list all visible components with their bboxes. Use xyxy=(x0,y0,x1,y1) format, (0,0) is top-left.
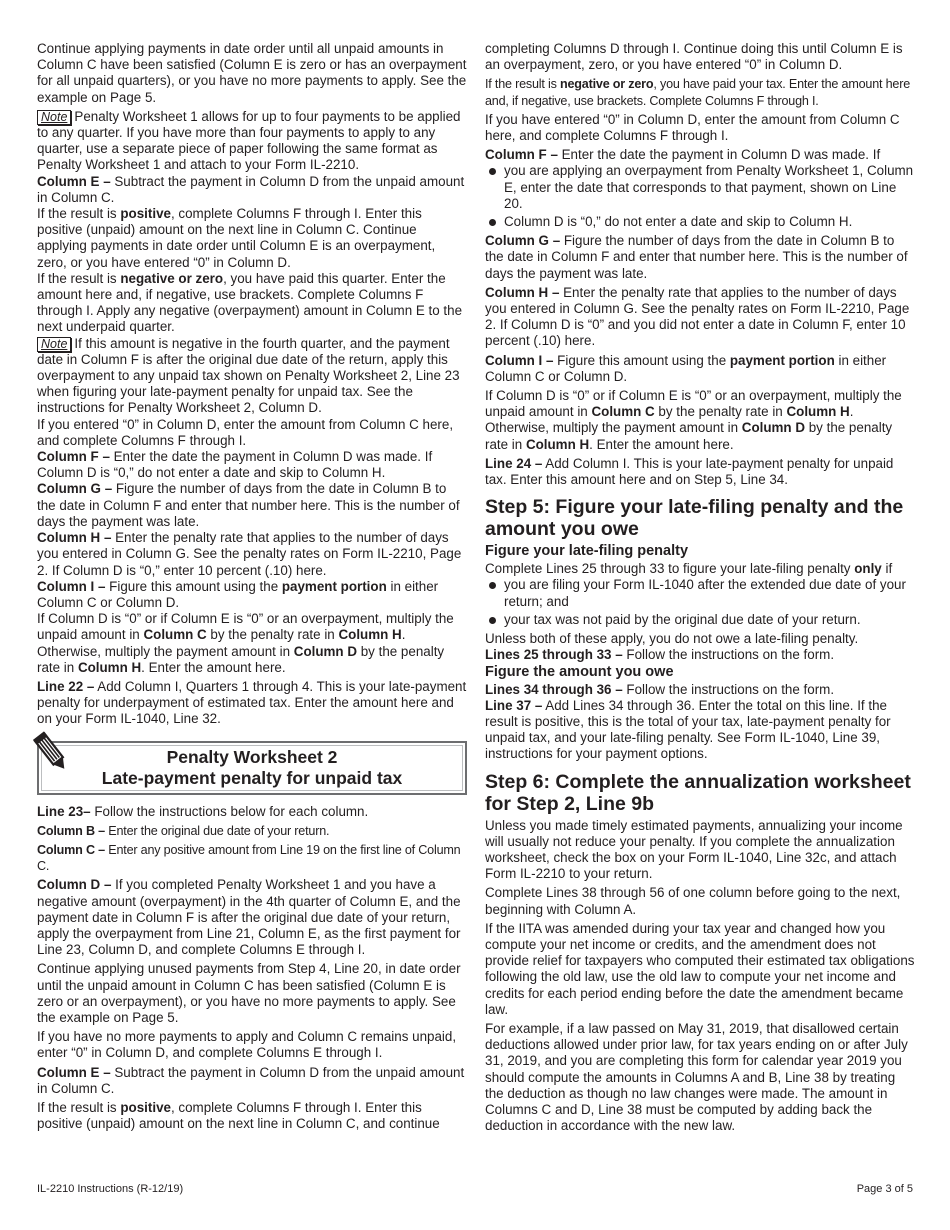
line-37-paragraph: Line 37 – Add Lines 34 through 36. Enter the total on this line. If the result is positive, this is the total of your tax, late-payment penalty for unpaid tax, and your late-filing penalty. See Form IL-1040, Line 39, instructions for your payment options. xyxy=(485,697,891,762)
note-paragraph: Note If this amount is negative in the fourth quarter, and the payment date in Column F is after the original due date of the return, apply this overpayment to any unpaid tax shown on Penalty Worksheet 2, Line 23 when figuring your late-payment penalty for unpaid tax. See the instructions for Penalty Worksheet 2, Column D. xyxy=(37,335,460,416)
list-item: you are applying an overpayment from Penalty Worksheet 1, Column E, enter the date that corresponds to that payment, shown on Line 20. xyxy=(485,163,915,212)
penalty-worksheet-2-header xyxy=(37,741,467,795)
column-e-paragraph: Column E – Subtract the payment in Column D from the unpaid amount in Column C. xyxy=(37,1064,465,1096)
lines-34-36-paragraph: Lines 34 through 36 – Follow the instructions on the form. xyxy=(485,681,835,697)
column-b-paragraph: Column B – Enter the original due date of your return. xyxy=(37,823,330,838)
paragraph: completing Columns D through I. Continue doing this until Column E is an overpayment, zero, or you have entered “0” in Column D. xyxy=(485,41,903,73)
paragraph: Continue applying payments in date order until all unpaid amounts in Column C have been satisfied (Column E is zero or has an overpayment for all unpaid quarters), or you have no more payments to apply. See the example on Page 5. xyxy=(37,41,467,105)
paragraph: Complete Lines 25 through 33 to figure your late-filing penalty only if xyxy=(485,561,893,577)
note-label: Note xyxy=(37,110,71,125)
column-c-paragraph: Column C – Enter any positive amount from Line 19 on the first line of Column C. xyxy=(37,842,461,874)
step-6-heading: Step 6: Complete the annualization worksheet for Step 2, Line 9b xyxy=(485,770,911,815)
line-23-paragraph: Line 23– Follow the instructions below for each column. xyxy=(37,803,369,819)
column-g-paragraph: Column G – Figure the number of days from the date in Column B to the date in Column F and enter that number here. This is the number of days the payment was late. xyxy=(37,481,460,529)
paragraph: Complete Lines 38 through 56 of one column before going to the next, beginning with Column A. xyxy=(485,885,901,917)
paragraph: If you have no more payments to apply and Column C remains unpaid, enter “0” in Column D, and complete Columns E through I. xyxy=(37,1029,457,1061)
paragraph: Continue applying unused payments from Step 4, Line 20, in date order until the unpaid amount in Column C has been satisfied (Column E is zero or an overpayment), or you have no more payments to apply. See the example on Page 5. xyxy=(37,961,461,1025)
paragraph: Unless both of these apply, you do not owe a late-filing penalty. xyxy=(485,631,859,647)
step-5-heading: Step 5: Figure your late-filing penalty and the amount you owe xyxy=(485,496,904,541)
amount-owe-subheading: Figure the amount you owe xyxy=(485,663,674,680)
footer-page-number: Page 3 of 5 xyxy=(856,1183,913,1195)
negative-paragraph: If the result is negative or zero, you have paid your tax. Enter the amount here and, if negative, use brackets. Complete Columns F through I. xyxy=(485,77,911,108)
multiply-paragraph: If Column D is “0” or if Column E is “0” or an overpayment, multiply the unpaid amount in Column C by the penalty rate in Column H. Otherwise, multiply the payment amount in Column D by the penalty rate in Column H. Enter the amount here. xyxy=(37,611,454,675)
line-24-paragraph: Line 24 – Add Column I. This is your late-payment penalty for unpaid tax. Enter this amount here and on Step 5, Line 34. xyxy=(485,455,894,488)
paragraph: For example, if a law passed on May 31, 2019, that disallowed certain deductions allowed under prior law, for tax years ending on or after July 31, 2019, and you are completing this form for calendar year 2019 you should compute the amounts in Columns A and B, Line 38 by treating the deduction as though no law changes were made. The amount in Columns C and D, Line 38 must be computed by adding back the deduction in accordance with the new law. xyxy=(485,1020,908,1134)
line-22-paragraph: Line 22 – Add Column I, Quarters 1 through 4. This is your late-payment penalty for underpayment of estimated tax. Enter the amount here and on your Form IL-1040, Line 32. xyxy=(37,678,467,727)
column-d-paragraph: Column D – If you completed Penalty Worksheet 1 and you have a negative amount (overpayment) in the 4th quarter of Column E, and the payment date in Column F is after the original due date of your return, apply the overpayment from Line 21, Column E, as the first payment for Line 23, Column D, and complete Columns E through I. xyxy=(37,877,461,958)
multiply-paragraph: If Column D is “0” or if Column E is “0” or an overpayment, multiply the unpaid amount in Column C by the penalty rate in Column H. Otherwise, multiply the payment amount in Column D by the penalty rate in Column H. Enter the amount here. xyxy=(485,388,902,452)
column-h-paragraph: Column H – Enter the penalty rate that applies to the number of days you entered in Column G. See the penalty rates on Form IL-2210, Page 2. If Column D is “0” and you did not enter a date in Column F, enter 10 percent (.10) here. xyxy=(485,284,910,349)
worksheet-title: Penalty Worksheet 2 xyxy=(166,746,338,767)
paragraph: If you have entered “0” in Column D, enter the amount from Column C here, and complete Columns F through I. xyxy=(485,111,900,144)
negative-paragraph: If the result is negative or zero, you have paid this quarter. Enter the amount here and, if negative, use brackets. Complete Columns F through I. Apply any negative (overpayment) amount in Column E to the next underpaid quarter. xyxy=(37,270,463,335)
column-f-paragraph: Column F – Enter the date the payment in Column D was made. If xyxy=(485,147,881,163)
column-i-paragraph: Column I – Figure this amount using the payment portion in either Column C or Column D. xyxy=(37,578,439,610)
note-label: Note xyxy=(37,337,71,352)
column-h-paragraph: Column H – Enter the penalty rate that applies to the number of days you entered in Column G. See the penalty rates on Form IL-2210, Page 2. If Column D is “0,” enter 10 percent (.10) here. xyxy=(37,530,462,578)
column-e-paragraph: Column E – Subtract the payment in Column D from the unpaid amount in Column C. xyxy=(37,173,465,205)
pencil-icon xyxy=(33,731,71,775)
paragraph: Unless you made timely estimated payments, annualizing your income will usually not reduce your penalty. If you complete the annualization worksheet, check the box on your Form IL-1040, Line 32c, and attach Form IL-2210 to your return. xyxy=(485,817,903,882)
column-g-paragraph: Column G – Figure the number of days from the date in Column B to the date in Column F and enter that number here. This is the number of days the payment was late. xyxy=(485,233,908,281)
list-item: you are filing your Form IL-1040 after the extended due date of your return; and xyxy=(485,577,915,609)
column-i-paragraph: Column I – Figure this amount using the payment portion in either Column C or Column D. xyxy=(485,352,887,384)
late-filing-subheading: Figure your late-filing penalty xyxy=(485,543,689,560)
positive-paragraph: If the result is positive, complete Columns F through I. Enter this positive (unpaid) amount on the next line in Column C, and continue xyxy=(37,1099,440,1132)
left-column xyxy=(37,41,467,1135)
list-item: Column D is “0,” do not enter a date and skip to Column H. xyxy=(485,214,915,230)
bullet-list xyxy=(485,163,915,230)
lines-25-33-paragraph: Lines 25 through 33 – Follow the instructions on the form. xyxy=(485,647,835,663)
note-paragraph: Note Penalty Worksheet 1 allows for up to four payments to be applied to any quarter. If you have more than four payments to apply to any quarter, use a separate piece of paper following the same format as Penalty Worksheet 1 and attach to your Form IL-2210. xyxy=(37,108,461,173)
footer-form-id: IL-2210 Instructions (R-12/19) xyxy=(37,1183,184,1195)
list-item: your tax was not paid by the original due date of your return. xyxy=(485,612,915,628)
paragraph: If you entered “0” in Column D, enter the amount from Column C here, and complete Columns F through I. xyxy=(37,416,454,448)
worksheet-subtitle: Late-payment penalty for unpaid tax xyxy=(101,767,403,788)
paragraph: If the IITA was amended during your tax year and changed how you compute your net income or credits, and the amendment does not provide relief for taxpayers who computed their estimated tax obligations following the old law, use the old law to compute your net income and credits for each period ending before the date the amendment became law. xyxy=(485,920,915,1017)
bullet-list xyxy=(485,577,915,628)
positive-paragraph: If the result is positive, complete Columns F through I. Enter this positive (unpaid) amount on the next line in Column C. Continue applying payments in date order until Column E is an overpayment, zero, or you have entered “0” in Column D. xyxy=(37,206,436,270)
right-column xyxy=(485,41,915,1137)
column-f-paragraph: Column F – Enter the date the payment in Column D was made. If Column D is “0,” do not enter a date and skip to Column H. xyxy=(37,449,433,481)
